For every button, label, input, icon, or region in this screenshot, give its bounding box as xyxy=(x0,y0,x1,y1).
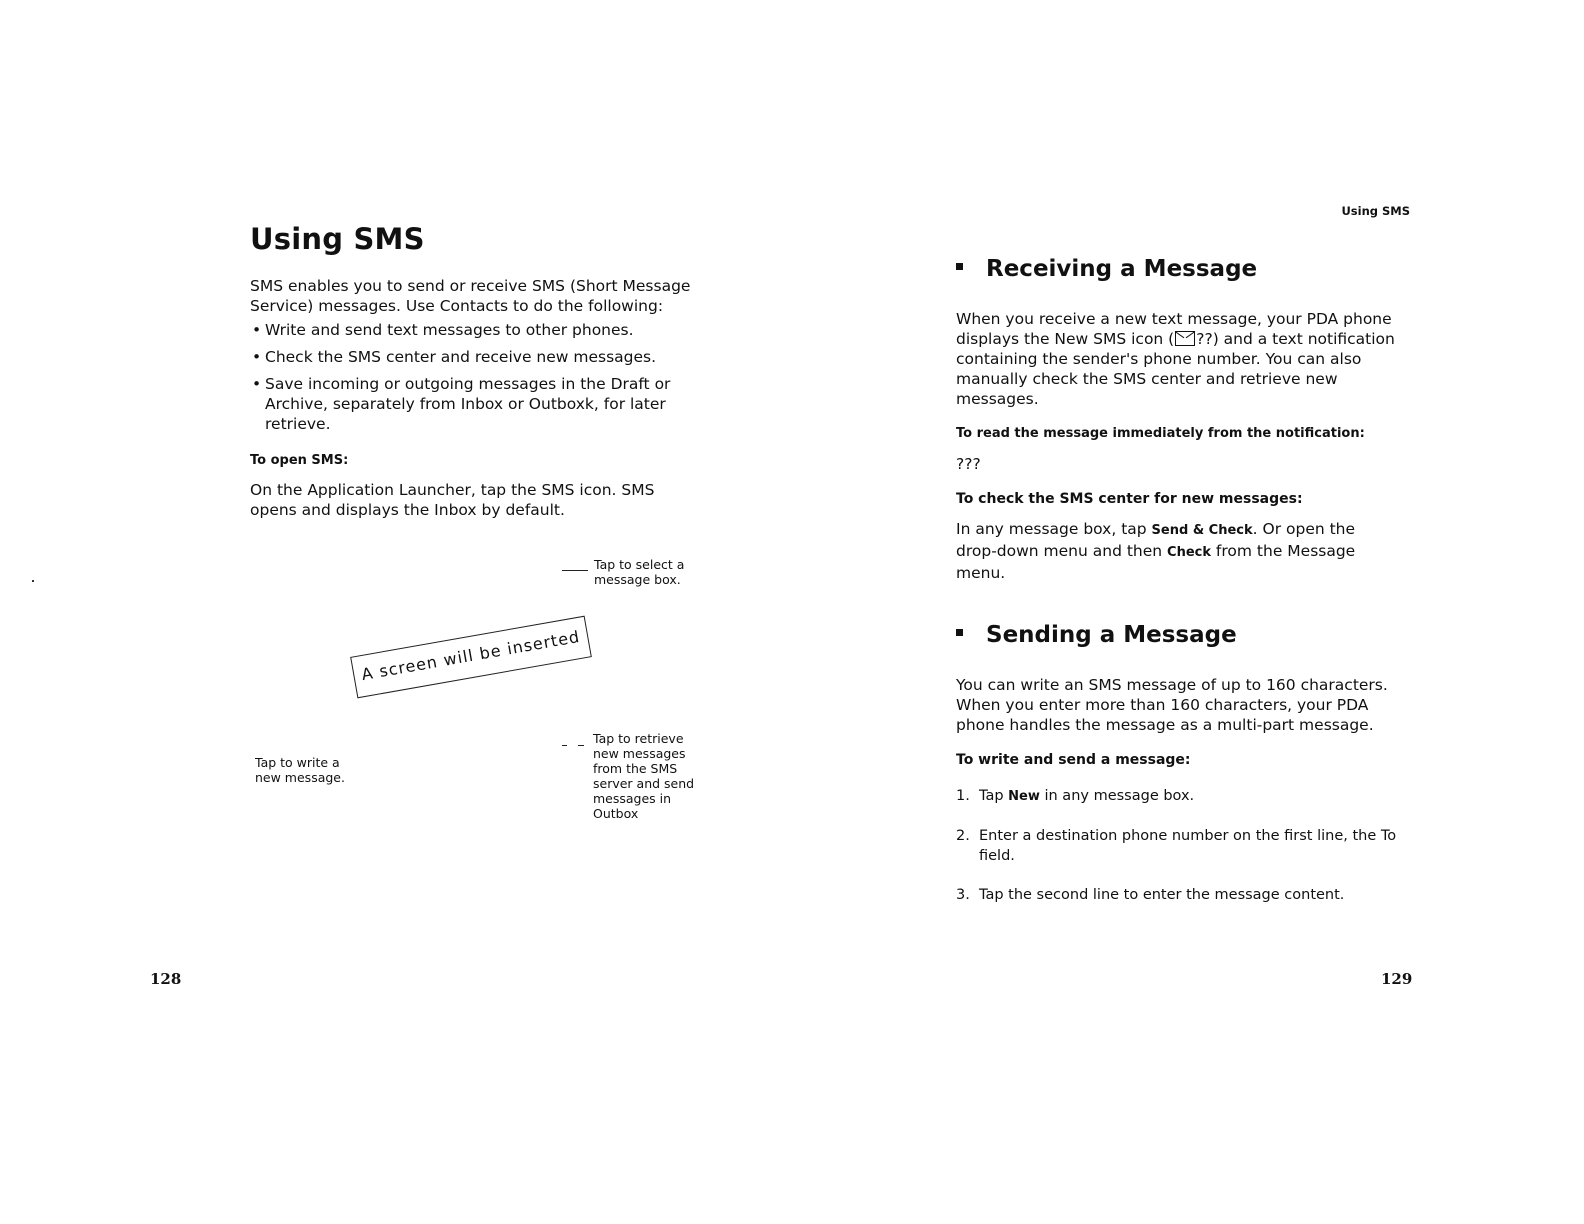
callout-write-new: Tap to write a new message. xyxy=(255,755,345,785)
open-sms-text: On the Application Launcher, tap the SMS icon. SMS opens and displays the Inbox by default. xyxy=(250,481,655,519)
list-item: 1. Tap New in any message box. xyxy=(956,788,1195,804)
list-item: 2. Enter a destination phone number on the first line, the To field. xyxy=(956,828,1397,864)
right-page xyxy=(792,0,1584,1224)
check-text: In any message box, tap Send & Check. Or open the drop-down menu and then Check from the Message menu. xyxy=(956,520,1356,582)
section-bullet-icon xyxy=(956,629,963,636)
page-number: 129 xyxy=(1381,970,1413,988)
sending-heading: Sending a Message xyxy=(986,622,1237,648)
callout-leader xyxy=(562,570,588,571)
scan-speck xyxy=(32,580,34,582)
write-heading: To write and send a message: xyxy=(956,752,1191,768)
receiving-heading: Receiving a Message xyxy=(986,256,1258,282)
page-number: 128 xyxy=(150,970,182,988)
section-bullet-icon xyxy=(956,263,963,270)
list-item: • Write and send text messages to other phones. xyxy=(250,320,720,340)
callout-leader xyxy=(578,745,584,746)
stamp-label: A screen will be inserted xyxy=(360,626,582,685)
intro-paragraph: SMS enables you to send or receive SMS (Short Message Service) messages. Use Contacts to do the following: xyxy=(250,277,691,315)
callout-select-box: Tap to select a message box. xyxy=(594,557,685,587)
receiving-text: When you receive a new text message, your PDA phone displays the New SMS icon ( ??) and a text notification containing the sender's phone number. You can also manually check the SMS center and retrieve new messages. xyxy=(956,310,1395,408)
check-heading: To check the SMS center for new messages: xyxy=(956,491,1303,507)
callout-retrieve: Tap to retrieve new messages from the SMS server and send messages in Outbox xyxy=(593,731,695,821)
running-header: Using SMS xyxy=(1341,204,1410,218)
list-item: • Save incoming or outgoing messages in the Draft or Archive, separately from Inbox or Outboxk, for later retrieve. xyxy=(250,374,675,434)
steps-list xyxy=(956,786,1426,905)
read-heading: To read the message immediately from the notification: xyxy=(956,426,1365,441)
read-text: ??? xyxy=(956,455,981,473)
list-item: • Check the SMS center and receive new messages. xyxy=(250,347,720,367)
list-item: 3. Tap the second line to enter the message content. xyxy=(956,887,1345,903)
callout-leader xyxy=(562,745,567,746)
open-sms-heading: To open SMS: xyxy=(250,453,349,468)
envelope-icon xyxy=(1175,331,1195,346)
feature-list xyxy=(250,320,720,441)
screen-placeholder-stamp xyxy=(350,616,592,699)
page-title: Using SMS xyxy=(250,222,425,256)
sending-text: You can write an SMS message of up to 160 characters. When you enter more than 160 characters, your PDA phone handles the message as a multi-part message. xyxy=(956,676,1388,734)
